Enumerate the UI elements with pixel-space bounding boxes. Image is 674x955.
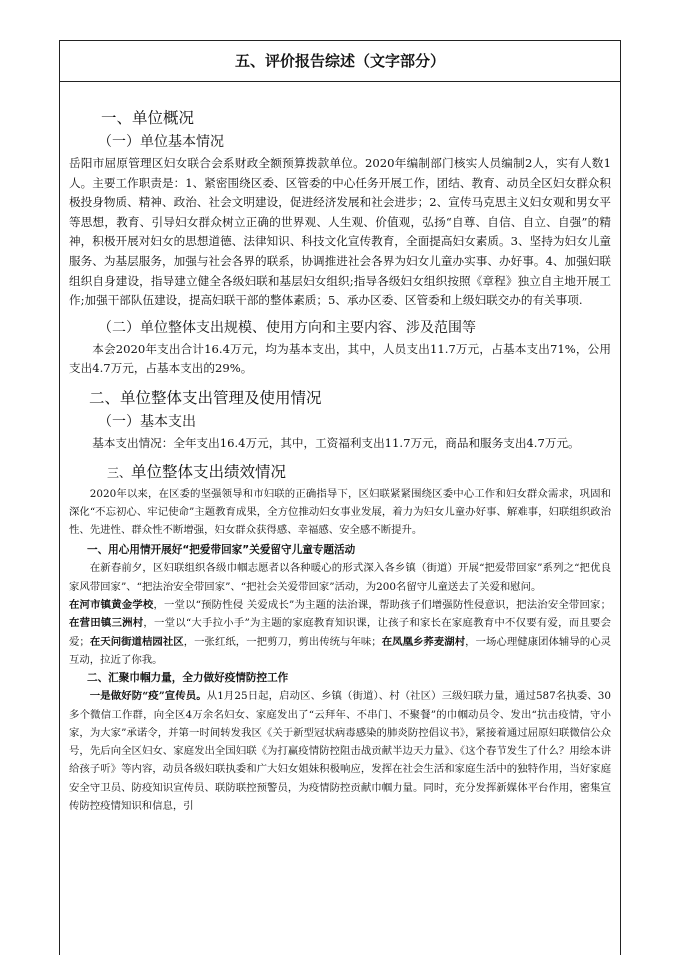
section-3-point-1: 一、用心用情开展好“把爱带回家”关爱留守儿童专题活动 [87, 544, 356, 557]
section-1-para-2: 本会2020年支出合计16.4万元，均为基本支出，其中，人员支出11.7万元，占基本支出71%，公用支出4.7万元，占基本支出的29%。 [69, 341, 611, 376]
section-2-para-1: 基本支出情况：全年支出16.4万元，其中，工资福利支出11.7万元，商品和服务支出4.7万元。 [92, 435, 580, 450]
section-1-sub-2: （二）单位整体支出规模、使用方向和主要内容、涉及范围等 [98, 319, 476, 336]
report-frame [59, 40, 621, 955]
section-3-point-1-para-b [69, 596, 611, 669]
section-1-heading: 一、单位概况 [101, 109, 195, 127]
section-1-sub-1: （一）单位基本情况 [98, 134, 224, 150]
section-2-heading: 二、单位整体支出管理及使用情况 [89, 388, 322, 407]
location-hejiang: 在河市镇黄金学校 [69, 599, 154, 612]
page-title: 五、评价报告综述（文字部分） [60, 41, 620, 82]
location-fenghuang: 在凤凰乡荞麦湖村 [381, 635, 466, 648]
text-fenghuang: ，一场心理健康团体辅导的心灵互动，拉近了你我。 [69, 635, 612, 666]
section-1-para-1: 岳阳市屈原管理区妇女联合会系财政全额预算拨款单位。2020年编制部门核实人员编制2人，实有人数1人。主要工作职责是：1、紧密围绕区委、区管委的中心任务开展工作，团结、教育、动员全区妇女群众积极投身物质、精神、政治、社会文明建设，促进经济发展和社会进步；2、宣传马克思主义妇女观和男女平等思想，教育、引导妇女群众树立正确的世界观、人生观、价值观，弘扬“自尊、自信、自立、自强”的精神，积极开展对妇女的思想道德、法律知识、科技文化宣传教育，全面提高妇女素质。3、坚持为妇女儿童服务、为基层服务，加强与社会各界的联系，协调推进社会各界为妇女儿童办实事、办好事。4、加强妇联组织自身建设，指导建立健全各级妇联和基层妇女组织;指导各级妇女组织按照《章程》独立自主地开展工作;加强干部队伍建设，提高妇联干部的整体素质；5、承办区委、区管委和上级妇联交办的有关事项. [69, 156, 611, 308]
point-2-lead: 一是做好防“疫”宣传员。 [89, 690, 207, 703]
location-yingtian: 在营田镇三洲村 [69, 617, 144, 630]
section-2-sub-1: （一）基本支出 [98, 413, 196, 430]
text-hejiang: ，一堂以“预防性侵 关爱成长”为主题的法治课，帮助孩子们增强防性侵意识，把法治安全带回家； [153, 599, 611, 612]
section-3-heading-text: 单位整体支出绩效情况 [131, 462, 287, 481]
text-yingtian: ，一堂以“大手拉小手”为主题的家庭教育知识课，让孩子和家长在家庭教育中不仅要有爱，而且要会爱； [69, 617, 611, 648]
point-2-text: 从1月25日起，启动区、乡镇（街道）、村（社区）三级妇联力量，通过587名执委、30多个微信工作群，向全区4万余名妇女、家庭发出了“云拜年、不串门、不聚餐”的巾帼动员令、发出“抗击疫情，守小家，为大家”承诺令，并第一时间转发我区《关于新型冠状病毒感染的肺炎防控倡议书》，紧接着通过屈原妇联微信公众号，先后向全区妇女、家庭发出全国妇联《为打赢疫情防控阻击战贡献半边天力量》、《这个春节发生了什么？用绘本讲给孩子听》等内容，动员各级妇联执委和广大妇女姐妹积极响应，发挥在社会生活和家庭生活中的独特作用，当好家庭安全守卫员、防疫知识宣传员、联防联控预警员，为疫情防控贡献巾帼力量。同时，充分发挥新媒体平台作用，密集宣传防控疫情知识和信息，引 [69, 690, 612, 812]
section-3-heading [69, 460, 611, 482]
section-3-intro: 2020年以来，在区委的坚强领导和市妇联的正确指导下，区妇联紧紧围绕区委中心工作和妇女群众需求，巩固和深化“不忘初心、牢记使命”主题教育成果，全方位推动妇女事业发展，着力为妇女儿童办好事、解难事，妇联组织政治性、先进性、群众性不断增强，妇女群众获得感、幸福感、安全感不断提升。 [69, 487, 611, 537]
section-3-point-2-para [69, 687, 611, 815]
location-tianwen: 在天问街道桔园社区 [89, 635, 184, 648]
report-body [60, 82, 620, 815]
text-tianwen: ，一张红纸，一把剪刀，剪出传统与年味； [183, 635, 382, 648]
section-3-point-2: 二、汇聚巾帼力量，全力做好疫情防控工作 [87, 672, 289, 685]
section-3-point-1-para-a: 在新春前夕，区妇联组织各级巾帼志愿者以各种暖心的形式深入各乡镇（街道）开展“把爱带回家”系列之“把优良家风带回家”、“把法治安全带回家”、“把社会关爱带回家”活动，为200名留守儿童送去了关爱和慰问。 [69, 562, 611, 593]
section-3-heading-number: 三、 [107, 465, 132, 480]
